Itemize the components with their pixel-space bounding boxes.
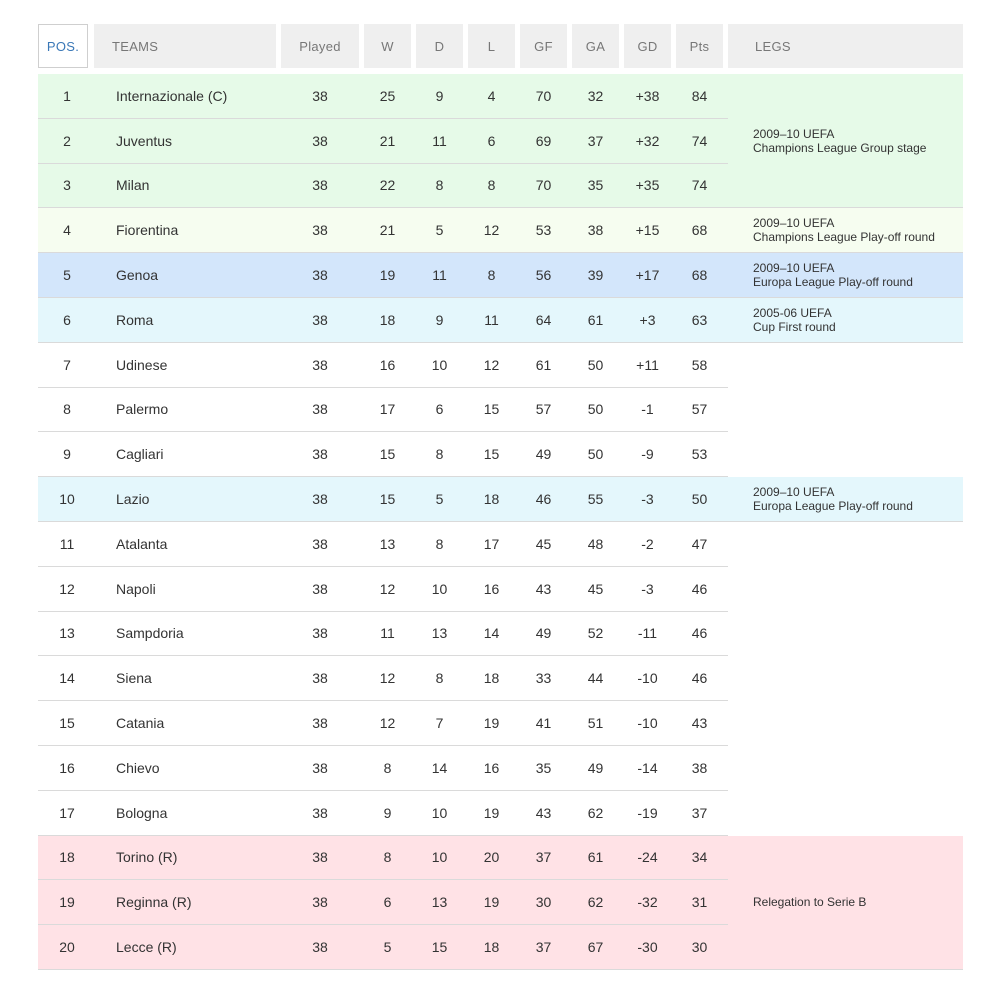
position-cell: 18: [59, 849, 75, 866]
goals-against-cell: 55: [587, 491, 604, 508]
leg-text-line: Champions League Play-off round: [753, 230, 935, 245]
leg-qualification: [728, 298, 963, 343]
losses-cell: 8: [487, 267, 496, 284]
header-gd[interactable]: GD: [624, 24, 671, 68]
position-cell: 15: [59, 715, 75, 732]
table-row[interactable]: [38, 925, 728, 970]
wins-cell: 22: [379, 177, 396, 194]
goals-against-cell: 32: [587, 87, 604, 104]
losses-cell: 12: [483, 356, 500, 373]
table-row[interactable]: [38, 567, 728, 612]
table-row[interactable]: [38, 343, 728, 388]
table-row[interactable]: [38, 388, 728, 433]
played-cell: 38: [312, 401, 328, 418]
leg-qualification: [728, 208, 963, 253]
draws-cell: 11: [432, 267, 447, 284]
position-cell: 7: [63, 356, 71, 373]
losses-cell: 18: [483, 491, 500, 508]
points-cell: 84: [691, 87, 708, 104]
position-cell: 14: [59, 670, 75, 687]
losses-cell: 11: [484, 311, 499, 328]
leg-text-line: 2005-06 UEFA: [753, 305, 832, 320]
position-cell: 5: [63, 267, 71, 284]
goals-against-cell: 61: [587, 311, 604, 328]
goal-difference-cell: -19: [637, 804, 658, 821]
team-name: Juventus: [116, 132, 173, 149]
team-name: Fiorentina: [116, 222, 179, 239]
table-row[interactable]: [38, 164, 728, 209]
losses-cell: 14: [483, 625, 500, 642]
played-cell: 38: [312, 849, 328, 866]
leg-qualification: [728, 477, 963, 522]
played-cell: 38: [312, 491, 328, 508]
wins-cell: 15: [379, 491, 396, 508]
goal-difference-cell: +3: [639, 311, 656, 328]
goals-for-cell: 57: [535, 401, 552, 418]
leg-text-line: 2009–10 UEFA: [753, 261, 835, 276]
goals-for-cell: 37: [535, 939, 552, 956]
goals-against-cell: 37: [587, 132, 604, 149]
goal-difference-cell: -10: [637, 670, 658, 687]
wins-cell: 12: [379, 580, 396, 597]
played-cell: 38: [312, 356, 328, 373]
played-cell: 38: [312, 222, 328, 239]
goal-difference-cell: +17: [635, 267, 660, 284]
losses-cell: 15: [483, 401, 500, 418]
leg-qualification: [728, 74, 963, 208]
goal-difference-cell: -3: [641, 491, 654, 508]
position-cell: 4: [63, 222, 71, 239]
points-cell: 46: [691, 670, 708, 687]
wins-cell: 9: [383, 804, 392, 821]
wins-cell: 6: [383, 894, 392, 911]
draws-cell: 10: [431, 804, 448, 821]
wins-cell: 17: [379, 401, 396, 418]
header-w[interactable]: W: [364, 24, 411, 68]
wins-cell: 13: [379, 535, 396, 552]
losses-cell: 17: [483, 535, 500, 552]
draws-cell: 5: [435, 491, 444, 508]
played-cell: 38: [312, 625, 328, 642]
wins-cell: 21: [379, 222, 396, 239]
leg-text-line: Cup First round: [753, 319, 836, 334]
goals-for-cell: 33: [535, 670, 552, 687]
losses-cell: 19: [483, 715, 500, 732]
leg-text-line: Europa League Play-off round: [753, 499, 913, 514]
goals-against-cell: 45: [587, 580, 604, 597]
position-cell: 8: [63, 401, 71, 418]
goal-difference-cell: -3: [641, 580, 654, 597]
goals-against-cell: 67: [587, 939, 604, 956]
goal-difference-cell: -1: [641, 401, 654, 418]
draws-cell: 9: [435, 311, 444, 328]
played-cell: 38: [312, 132, 328, 149]
goals-for-cell: 70: [535, 87, 552, 104]
position-cell: 9: [63, 446, 71, 463]
position-cell: 3: [63, 177, 71, 194]
draws-cell: 10: [431, 356, 448, 373]
goals-against-cell: 35: [587, 177, 604, 194]
table-row[interactable]: [38, 432, 728, 477]
position-cell: 20: [59, 939, 75, 956]
points-cell: 68: [691, 267, 708, 284]
team-name: Atalanta: [116, 535, 168, 552]
leg-text-line: Europa League Play-off round: [753, 275, 913, 290]
goals-for-cell: 61: [535, 356, 552, 373]
table-row[interactable]: [38, 656, 728, 701]
played-cell: 38: [312, 894, 328, 911]
goals-against-cell: 39: [587, 267, 604, 284]
team-name: Reginna (R): [116, 894, 192, 911]
team-name: Palermo: [116, 401, 169, 418]
goals-for-cell: 49: [535, 625, 552, 642]
losses-cell: 19: [483, 894, 500, 911]
table-row[interactable]: [38, 119, 728, 164]
draws-cell: 10: [431, 580, 448, 597]
wins-cell: 8: [383, 759, 392, 776]
played-cell: 38: [312, 267, 328, 284]
goals-against-cell: 61: [587, 849, 604, 866]
goals-for-cell: 43: [535, 804, 552, 821]
position-cell: 6: [63, 311, 71, 328]
points-cell: 63: [691, 311, 708, 328]
draws-cell: 6: [435, 401, 444, 418]
goal-difference-cell: -2: [641, 535, 654, 552]
played-cell: 38: [312, 670, 328, 687]
losses-cell: 8: [487, 177, 496, 194]
played-cell: 38: [312, 87, 328, 104]
team-name: Napoli: [116, 580, 156, 597]
header-pts[interactable]: Pts: [676, 24, 723, 68]
goal-difference-cell: -11: [637, 625, 658, 642]
team-name: Sampdoria: [116, 625, 184, 642]
points-cell: 68: [691, 222, 708, 239]
wins-cell: 12: [379, 715, 396, 732]
played-cell: 38: [312, 804, 328, 821]
team-name: Lazio: [116, 491, 150, 508]
wins-cell: 12: [379, 670, 396, 687]
losses-cell: 6: [487, 132, 496, 149]
points-cell: 74: [691, 132, 708, 149]
points-cell: 31: [691, 894, 708, 911]
team-name: Internazionale (C): [116, 87, 228, 104]
wins-cell: 8: [383, 849, 392, 866]
team-name: Udinese: [116, 356, 168, 373]
position-cell: 13: [59, 625, 75, 642]
goal-difference-cell: -14: [637, 759, 658, 776]
goals-for-cell: 43: [535, 580, 552, 597]
goals-against-cell: 50: [587, 401, 604, 418]
leg-text-line: Relegation to Serie B: [753, 895, 867, 910]
team-name: Cagliari: [116, 446, 164, 463]
table-row[interactable]: [38, 477, 728, 522]
header-pos[interactable]: POS.: [38, 24, 88, 68]
header-played[interactable]: Played: [281, 24, 359, 68]
goal-difference-cell: +11: [636, 356, 659, 373]
table-row[interactable]: [38, 612, 728, 657]
position-cell: 16: [59, 759, 75, 776]
position-cell: 1: [63, 87, 71, 104]
points-cell: 37: [691, 804, 708, 821]
draws-cell: 9: [435, 87, 444, 104]
wins-cell: 25: [379, 87, 396, 104]
position-cell: 10: [59, 491, 75, 508]
team-name: Catania: [116, 715, 165, 732]
goals-for-cell: 41: [535, 715, 552, 732]
header-teams[interactable]: TEAMS: [94, 24, 276, 68]
played-cell: 38: [312, 759, 328, 776]
goals-for-cell: 35: [535, 759, 552, 776]
goals-against-cell: 62: [587, 804, 604, 821]
losses-cell: 18: [483, 670, 500, 687]
header-d[interactable]: D: [416, 24, 463, 68]
losses-cell: 19: [483, 804, 500, 821]
draws-cell: 8: [435, 535, 444, 552]
wins-cell: 19: [379, 267, 396, 284]
draws-cell: 8: [435, 177, 444, 194]
goals-for-cell: 49: [535, 446, 552, 463]
position-cell: 17: [59, 804, 75, 821]
table-row[interactable]: [38, 298, 728, 343]
goal-difference-cell: +38: [635, 87, 660, 104]
position-cell: 11: [59, 535, 75, 552]
points-cell: 58: [691, 356, 708, 373]
points-cell: 46: [691, 580, 708, 597]
goals-against-cell: 44: [587, 670, 604, 687]
leg-text-line: Champions League Group stage: [753, 140, 927, 155]
goals-for-cell: 30: [535, 894, 552, 911]
goals-against-cell: 51: [587, 715, 604, 732]
played-cell: 38: [312, 446, 328, 463]
points-cell: 38: [691, 759, 708, 776]
leg-text-line: 2009–10 UEFA: [753, 485, 835, 500]
table-row[interactable]: [38, 522, 728, 567]
wins-cell: 11: [380, 625, 395, 642]
wins-cell: 15: [379, 446, 396, 463]
leg-qualification: [728, 253, 963, 298]
draws-cell: 14: [431, 759, 448, 776]
losses-cell: 16: [483, 580, 500, 597]
played-cell: 38: [312, 715, 328, 732]
losses-cell: 12: [483, 222, 500, 239]
draws-cell: 7: [435, 715, 444, 732]
header-ga[interactable]: GA: [572, 24, 619, 68]
header-legs[interactable]: LEGS: [728, 24, 963, 68]
points-cell: 53: [691, 446, 708, 463]
played-cell: 38: [312, 580, 328, 597]
goal-difference-cell: -30: [637, 939, 658, 956]
header-l[interactable]: L: [468, 24, 515, 68]
header-gf[interactable]: GF: [520, 24, 567, 68]
points-cell: 47: [691, 535, 708, 552]
team-name: Roma: [116, 311, 154, 328]
team-name: Genoa: [116, 267, 159, 284]
played-cell: 38: [312, 939, 328, 956]
wins-cell: 5: [383, 939, 392, 956]
losses-cell: 16: [483, 759, 500, 776]
table-row[interactable]: [38, 74, 728, 119]
goals-for-cell: 37: [535, 849, 552, 866]
table-row[interactable]: [38, 791, 728, 836]
draws-cell: 15: [431, 939, 448, 956]
position-cell: 19: [59, 894, 75, 911]
team-name: Milan: [116, 177, 150, 194]
draws-cell: 10: [431, 849, 448, 866]
table-row[interactable]: [38, 701, 728, 746]
table-row[interactable]: [38, 208, 728, 253]
goals-for-cell: 69: [535, 132, 552, 149]
goals-against-cell: 50: [587, 446, 604, 463]
goals-against-cell: 62: [587, 894, 604, 911]
wins-cell: 16: [379, 356, 396, 373]
goals-against-cell: 38: [587, 222, 604, 239]
goal-difference-cell: -9: [641, 446, 654, 463]
table-row[interactable]: [38, 880, 728, 925]
points-cell: 34: [691, 849, 708, 866]
leg-text-line: 2009–10 UEFA: [753, 216, 835, 231]
played-cell: 38: [312, 177, 328, 194]
goal-difference-cell: -10: [637, 715, 658, 732]
goals-for-cell: 70: [535, 177, 552, 194]
table-row[interactable]: [38, 253, 728, 298]
goals-for-cell: 64: [535, 311, 552, 328]
points-cell: 50: [691, 491, 708, 508]
table-row[interactable]: [38, 746, 728, 791]
losses-cell: 4: [487, 87, 496, 104]
goals-against-cell: 49: [587, 759, 604, 776]
goals-against-cell: 48: [587, 535, 604, 552]
goals-against-cell: 52: [587, 625, 604, 642]
points-cell: 74: [691, 177, 708, 194]
goals-for-cell: 46: [535, 491, 552, 508]
points-cell: 30: [691, 939, 708, 956]
wins-cell: 21: [379, 132, 396, 149]
draws-cell: 11: [432, 132, 447, 149]
losses-cell: 20: [483, 849, 500, 866]
team-name: Siena: [116, 670, 152, 687]
goals-against-cell: 50: [587, 356, 604, 373]
points-cell: 57: [691, 401, 708, 418]
losses-cell: 15: [483, 446, 500, 463]
points-cell: 46: [691, 625, 708, 642]
goal-difference-cell: -32: [637, 894, 658, 911]
wins-cell: 18: [379, 311, 396, 328]
goals-for-cell: 56: [535, 267, 552, 284]
team-name: Torino (R): [116, 849, 178, 866]
table-row[interactable]: [38, 836, 728, 881]
played-cell: 38: [312, 311, 328, 328]
leg-qualification: [728, 836, 963, 970]
draws-cell: 13: [431, 625, 448, 642]
goals-for-cell: 53: [535, 222, 552, 239]
team-name: Chievo: [116, 759, 160, 776]
played-cell: 38: [312, 535, 328, 552]
draws-cell: 8: [435, 446, 444, 463]
team-name: Lecce (R): [116, 939, 177, 956]
draws-cell: 13: [431, 894, 448, 911]
leg-text-line: 2009–10 UEFA: [753, 126, 835, 141]
points-cell: 43: [691, 715, 708, 732]
goal-difference-cell: -24: [637, 849, 658, 866]
goal-difference-cell: +35: [635, 177, 660, 194]
draws-cell: 5: [435, 222, 444, 239]
losses-cell: 18: [483, 939, 500, 956]
position-cell: 2: [63, 132, 71, 149]
team-name: Bologna: [116, 804, 168, 821]
draws-cell: 8: [435, 670, 444, 687]
position-cell: 12: [59, 580, 75, 597]
goal-difference-cell: +32: [635, 132, 660, 149]
goals-for-cell: 45: [535, 535, 552, 552]
goal-difference-cell: +15: [635, 222, 660, 239]
